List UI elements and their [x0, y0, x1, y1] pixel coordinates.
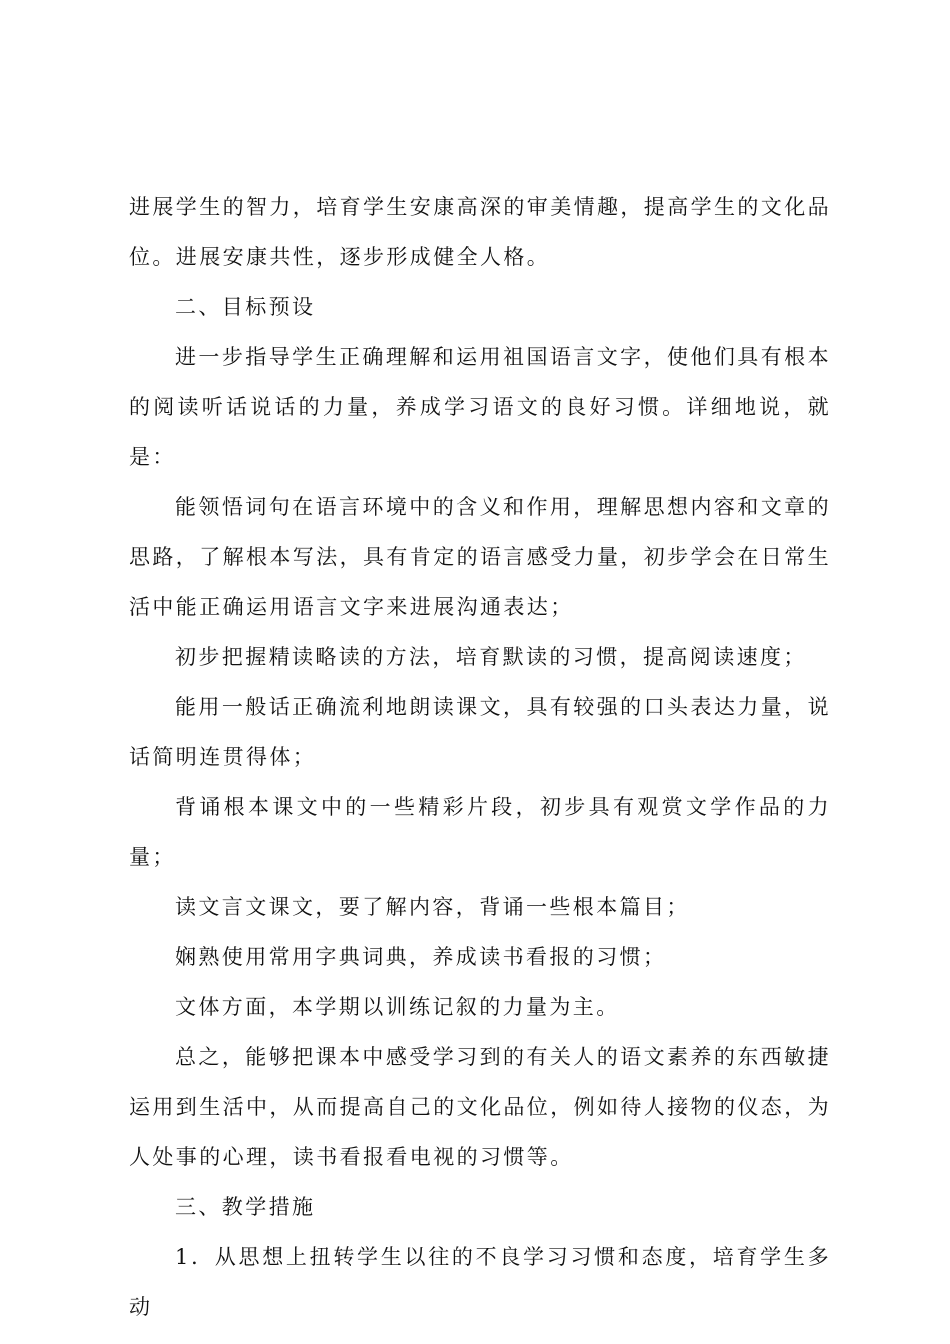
- paragraph: 总之，能够把课本中感受学习到的有关人的语文素养的东西敏捷运用到生活中，从而提高自己的文化品位，例如待人接物的仪态，为人处事的心理，读书看报看电视的习惯等。: [129, 1045, 831, 1169]
- paragraph: 进展学生的智力，培育学生安康高深的审美情趣，提高学生的文化品位。进展安康共性，逐步形成健全人格。: [129, 195, 831, 269]
- paragraph: 能领悟词句在语言环境中的含义和作用，理解思想内容和文章的思路，了解根本写法，具有肯定的语言感受力量，初步学会在日常生活中能正确运用语言文字来进展沟通表达；: [129, 495, 831, 619]
- paragraph: 初步把握精读略读的方法，培育默读的习惯，提高阅读速度；: [175, 645, 807, 669]
- paragraph: 进一步指导学生正确理解和运用祖国语言文字，使他们具有根本的阅读听话说话的力量，养成学习语文的良好习惯。详细地说，就是：: [129, 345, 831, 469]
- paragraph: 读文言文课文，要了解内容，背诵一些根本篇目；: [175, 895, 690, 919]
- paragraph: 文体方面，本学期以训练记叙的力量为主。: [175, 995, 620, 1019]
- paragraph: 能用一般话正确流利地朗读课文，具有较强的口头表达力量，说话简明连贯得体；: [129, 695, 831, 769]
- section-heading-measures: 三、教学措施: [175, 1195, 316, 1219]
- document-body: [129, 182, 831, 1332]
- paragraph: 1．从思想上扭转学生以往的不良学习习惯和态度，培育学生多动: [129, 1245, 831, 1319]
- paragraph: 娴熟使用常用字典词典，养成读书看报的习惯；: [175, 945, 667, 969]
- paragraph: 背诵根本课文中的一些精彩片段，初步具有观赏文学作品的力量；: [129, 795, 831, 869]
- section-heading-goals: 二、目标预设: [175, 295, 316, 319]
